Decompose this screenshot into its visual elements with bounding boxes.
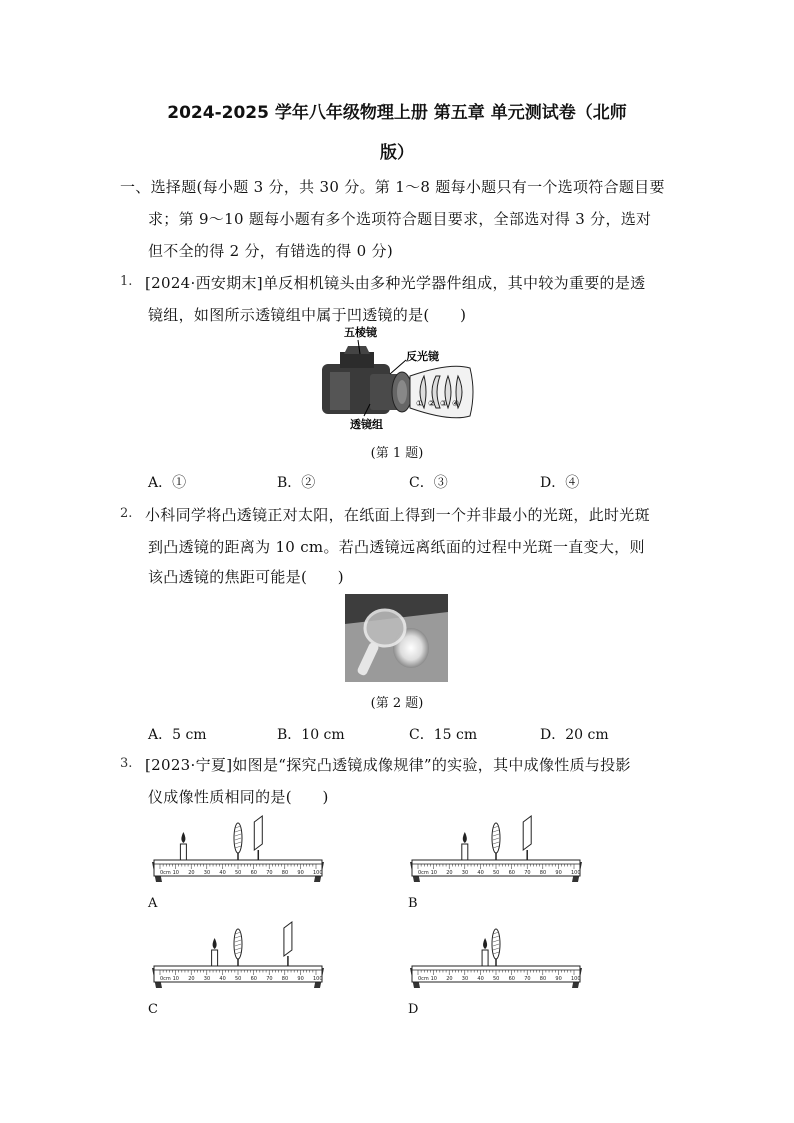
q1-option-d: D．④ <box>540 475 580 491</box>
candle-flame <box>181 832 185 843</box>
light-screen <box>523 816 531 850</box>
bench-figure-d <box>408 918 588 993</box>
bench-tick-label: 20 <box>188 976 195 982</box>
q2-text-line3: 该凸透镜的焦距可能是( ) <box>148 568 344 586</box>
section-header-line2: 求；第 9～10 题每小题有多个选项符合题目要求，全部选对得 3 分，选对 <box>148 210 652 228</box>
q3-label-d: D <box>408 1002 419 1017</box>
bench-figure-c <box>150 918 330 993</box>
q2-caption: (第 2 题) <box>370 696 424 711</box>
bench-tick-label: 50 <box>235 870 242 876</box>
q2-number: 2. <box>120 506 133 521</box>
bench-tick-label: 0cm <box>160 870 171 876</box>
q1-option-b: B．② <box>277 475 316 491</box>
q3-text-line2: 仪成像性质相同的是( ) <box>148 788 329 806</box>
magnifier-photo <box>345 594 448 682</box>
q1-option-c: C．③ <box>409 475 448 491</box>
bench-tick-label: 10 <box>430 976 437 982</box>
q1-text-line2: 镜组，如图所示透镜组中属于凹透镜的是( ) <box>148 306 467 324</box>
bench-tick-label: 20 <box>446 976 453 982</box>
bench-tick-label: 60 <box>250 976 257 982</box>
q1-number: 1. <box>120 274 133 289</box>
bench-tick-label: 10 <box>172 870 179 876</box>
bench-tick-label: 30 <box>203 976 211 982</box>
bench-tick-label: 90 <box>555 870 562 876</box>
bench-tick-label: 50 <box>493 870 500 876</box>
q3-number: 3. <box>120 756 133 771</box>
lens-number-1: ① <box>416 399 424 408</box>
bench-tick-label: 100 <box>313 870 323 876</box>
bench-tick-label: 70 <box>266 870 273 876</box>
candle <box>462 844 468 860</box>
page-title: 2024-2025 学年八年级物理上册 第五章 单元测试卷（北师 <box>167 103 627 123</box>
bench-tick-label: 80 <box>539 870 547 876</box>
label-mirror: 反光镜 <box>406 350 439 363</box>
lens-number-4: ④ <box>452 399 460 408</box>
candle <box>212 950 218 966</box>
candle <box>180 844 186 860</box>
bench-tick-label: 40 <box>477 870 484 876</box>
q2-text: 小科同学将凸透镜正对太阳，在纸面上得到一个并非最小的光斑，此时光斑 <box>145 506 650 524</box>
bench-tick-label: 50 <box>493 976 500 982</box>
lens-number-2: ② <box>428 399 436 408</box>
section-header: 一、选择题(每小题 3 分，共 30 分。第 1～8 题每小题只有一个选项符合题目要 <box>120 178 665 196</box>
q1-text: [2024·西安期末]单反相机镜头由多种光学器件组成，其中较为重要的是透 <box>145 274 646 292</box>
bench-tick-label: 20 <box>446 870 453 876</box>
bench-tick-label: 10 <box>172 976 179 982</box>
bench-tick-label: 90 <box>297 976 304 982</box>
camera-lens-figure <box>310 324 490 434</box>
q1-option-a: A．① <box>148 475 187 491</box>
q3-label-b: B <box>408 896 418 911</box>
lens-number-3: ③ <box>440 399 448 408</box>
bench-tick-label: 10 <box>430 870 437 876</box>
bench-tick-label: 0cm <box>160 976 171 982</box>
bench-tick-label: 90 <box>555 976 562 982</box>
bench-tick-label: 100 <box>571 976 581 982</box>
bench-tick-label: 30 <box>461 870 469 876</box>
bench-tick-label: 60 <box>250 870 257 876</box>
bench-tick-label: 30 <box>461 976 469 982</box>
candle-flame <box>463 832 467 843</box>
bench-figure-a <box>150 812 330 887</box>
light-screen <box>254 816 262 850</box>
bench-tick-label: 100 <box>571 870 581 876</box>
bench-tick-label: 80 <box>281 976 289 982</box>
bench-tick-label: 60 <box>508 976 515 982</box>
q2-option-c: C．15 cm <box>409 727 478 743</box>
bench-figure-b <box>408 812 588 887</box>
bench-tick-label: 50 <box>235 976 242 982</box>
bench-tick-label: 40 <box>219 870 226 876</box>
label-lens-group: 透镜组 <box>350 418 383 431</box>
bench-tick-label: 70 <box>266 976 273 982</box>
label-prism: 五棱镜 <box>344 326 377 339</box>
candle <box>482 950 488 966</box>
bench-tick-label: 30 <box>203 870 211 876</box>
page-title-cont: 版） <box>380 143 414 163</box>
bench-tick-label: 70 <box>524 870 531 876</box>
q3-label-a: A <box>148 896 158 911</box>
q2-option-d: D．20 cm <box>540 727 609 743</box>
section-header-line3: 但不全的得 2 分，有错选的得 0 分) <box>148 242 394 260</box>
candle-flame <box>213 938 217 949</box>
bench-tick-label: 90 <box>297 870 304 876</box>
q1-caption: (第 1 题) <box>370 446 424 461</box>
q3-label-c: C <box>148 1002 158 1017</box>
bench-tick-label: 80 <box>281 870 289 876</box>
bench-tick-label: 20 <box>188 870 195 876</box>
q2-text-line2: 到凸透镜的距离为 10 cm。若凸透镜远离纸面的过程中光斑一直变大，则 <box>148 538 645 556</box>
bench-tick-label: 70 <box>524 976 531 982</box>
bench-tick-label: 0cm <box>418 870 429 876</box>
q2-option-b: B．10 cm <box>277 727 345 743</box>
candle-flame <box>483 938 487 949</box>
q2-option-a: A．5 cm <box>148 727 207 743</box>
bench-tick-label: 100 <box>313 976 323 982</box>
bench-tick-label: 40 <box>477 976 484 982</box>
bench-tick-label: 40 <box>219 976 226 982</box>
bench-tick-label: 60 <box>508 870 515 876</box>
bench-tick-label: 0cm <box>418 976 429 982</box>
bench-tick-label: 80 <box>539 976 547 982</box>
light-screen <box>284 922 292 956</box>
q3-text: [2023·宁夏]如图是“探究凸透镜成像规律”的实验，其中成像性质与投影 <box>145 756 631 774</box>
